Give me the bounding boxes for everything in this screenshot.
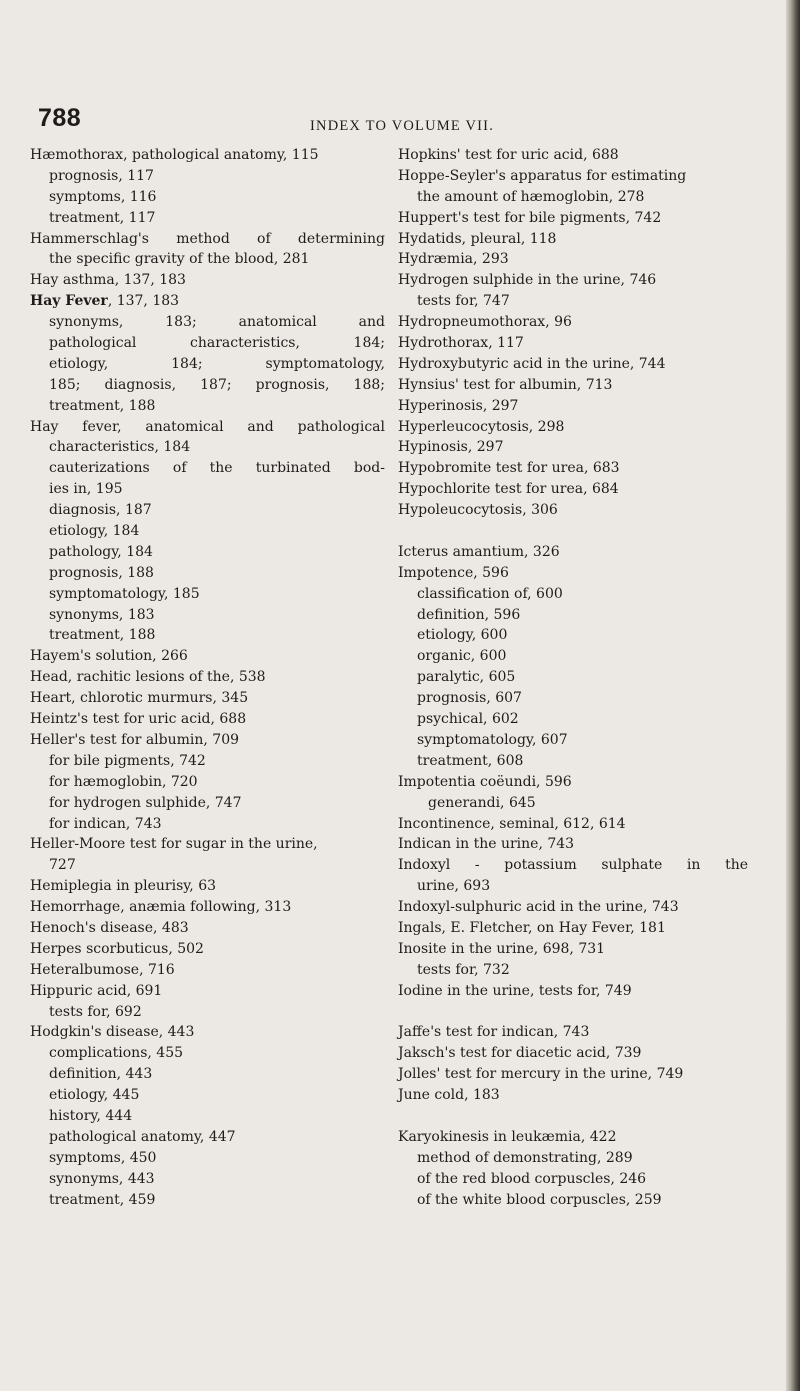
index-subentry: of the red blood corpuscles, 246 xyxy=(417,1170,647,1187)
index-entry: Heteralbumose, 716 xyxy=(30,961,175,978)
index-subentry: the amount of hæmoglobin, 278 xyxy=(417,188,645,205)
index-subentry: tests for, 692 xyxy=(49,1003,142,1020)
index-subentry: complications, 455 xyxy=(49,1045,184,1062)
index-entry: Hynsius' test for albumin, 713 xyxy=(398,376,613,393)
index-subentry: pathological characteristics, 184; xyxy=(49,335,385,352)
index-entry: Hydrogen sulphide in the urine, 746 xyxy=(398,272,657,289)
index-entry: Hemorrhage, anæmia following, 313 xyxy=(30,899,292,916)
index-subentry: for indican, 743 xyxy=(49,815,162,832)
index-entry: Herpes scorbuticus, 502 xyxy=(30,940,204,957)
index-subentry: characteristics, 184 xyxy=(49,439,191,456)
index-entry: Hay fever, anatomical and pathological xyxy=(30,418,385,435)
index-entry: Hydatids, pleural, 118 xyxy=(398,230,557,247)
index-entry: Hydrothorax, 117 xyxy=(398,335,524,352)
index-subentry: prognosis, 117 xyxy=(49,167,154,184)
index-entry: Hypinosis, 297 xyxy=(398,439,504,456)
index-entry: Heart, chlorotic murmurs, 345 xyxy=(30,690,249,707)
index-subentry: urine, 693 xyxy=(417,878,491,895)
index-subentry: treatment, 608 xyxy=(417,752,524,769)
index-entry: Ingals, E. Fletcher, on Hay Fever, 181 xyxy=(398,919,666,936)
index-subentry: etiology, 184 xyxy=(49,523,140,540)
index-subentry: pathology, 184 xyxy=(49,543,153,560)
index-entry: Hoppe-Seyler's apparatus for estimating xyxy=(398,167,687,184)
index-subentry: psychical, 602 xyxy=(417,711,519,728)
entry-heading: Hay Fever xyxy=(30,293,108,310)
index-entry: Hammerschlag's method of determining xyxy=(30,230,385,247)
index-subentry: organic, 600 xyxy=(417,648,507,665)
index-entry: Inosite in the urine, 698, 731 xyxy=(398,940,606,957)
index-entry: Hyperinosis, 297 xyxy=(398,397,519,414)
index-subentry: definition, 443 xyxy=(49,1066,153,1083)
index-entry: Impotence, 596 xyxy=(398,564,509,581)
index-subentry: 185; diagnosis, 187; prognosis, 188; xyxy=(49,376,385,393)
index-subentry: etiology, 445 xyxy=(49,1087,140,1104)
index-subentry: for hæmoglobin, 720 xyxy=(49,773,198,790)
index-entry: Hodgkin's disease, 443 xyxy=(30,1024,195,1041)
index-column-right xyxy=(398,145,748,1210)
index-entry: Incontinence, seminal, 612, 614 xyxy=(398,815,626,832)
index-entry: Icterus amantium, 326 xyxy=(398,543,560,560)
index-entry: Indoxyl-sulphuric acid in the urine, 743 xyxy=(398,899,679,916)
index-entry: Heller-Moore test for sugar in the urine, xyxy=(30,836,318,853)
index-subentry: etiology, 184; symptomatology, xyxy=(49,355,385,372)
index-entry: Iodine in the urine, tests for, 749 xyxy=(398,982,632,999)
index-subentry: for bile pigments, 742 xyxy=(49,752,206,769)
index-subentry: synonyms, 443 xyxy=(49,1170,155,1187)
page-number: 788 xyxy=(38,104,82,132)
index-subentry: prognosis, 607 xyxy=(417,690,522,707)
index-subentry: treatment, 117 xyxy=(49,209,156,226)
index-subentry: symptoms, 450 xyxy=(49,1149,157,1166)
index-entry: Indoxyl - potassium sulphate in the xyxy=(398,857,748,874)
index-subentry: synonyms, 183; anatomical and xyxy=(49,314,385,331)
running-title: INDEX TO VOLUME VII. xyxy=(310,118,495,134)
index-entry: Hæmothorax, pathological anatomy, 115 xyxy=(30,147,319,163)
index-subentry: symptoms, 116 xyxy=(49,188,157,205)
index-subentry: symptomatology, 607 xyxy=(417,731,568,748)
index-entry: Henoch's disease, 483 xyxy=(30,919,189,936)
index-subentry: cauterizations of the turbinated bod- xyxy=(49,460,385,477)
index-entry: Hopkins' test for uric acid, 688 xyxy=(398,147,619,163)
index-subentry: diagnosis, 187 xyxy=(49,502,152,519)
index-subentry: pathological anatomy, 447 xyxy=(49,1128,236,1145)
section-gap xyxy=(398,521,748,542)
index-subentry: paralytic, 605 xyxy=(417,669,516,686)
index-subentry: definition, 596 xyxy=(417,606,521,623)
index-entry: Hay Fever, 137, 183 xyxy=(30,293,180,310)
index-entry: Hypochlorite test for urea, 684 xyxy=(398,481,619,498)
index-subentry: for hydrogen sulphide, 747 xyxy=(49,794,242,811)
index-subentry: prognosis, 188 xyxy=(49,564,154,581)
index-entry: Jaffe's test for indican, 743 xyxy=(398,1024,590,1041)
index-subentry: classification of, 600 xyxy=(417,585,563,602)
index-subentry: tests for, 732 xyxy=(417,961,510,978)
index-entry: Hydroxybutyric acid in the urine, 744 xyxy=(398,355,666,372)
index-subentry: synonyms, 183 xyxy=(49,606,155,623)
index-subentry: treatment, 188 xyxy=(49,397,156,414)
index-entry: Jolles' test for mercury in the urine, 749 xyxy=(398,1066,684,1083)
index-subentry: treatment, 459 xyxy=(49,1191,156,1208)
index-entry: Hippuric acid, 691 xyxy=(30,982,163,999)
index-entry: Hyperleucocytosis, 298 xyxy=(398,418,565,435)
index-entry: Indican in the urine, 743 xyxy=(398,836,575,853)
index-subentry: treatment, 188 xyxy=(49,627,156,644)
index-subentry: 727 xyxy=(49,857,76,874)
index-subentry: the specific gravity of the blood, 281 xyxy=(49,251,310,268)
index-entry: Hydropneumothorax, 96 xyxy=(398,314,572,331)
index-entry: Huppert's test for bile pigments, 742 xyxy=(398,209,662,226)
index-subentry: tests for, 747 xyxy=(417,293,510,310)
index-entry: Jaksch's test for diacetic acid, 739 xyxy=(398,1045,642,1062)
index-subentry: etiology, 600 xyxy=(417,627,508,644)
index-subentry: of the white blood corpuscles, 259 xyxy=(417,1191,662,1208)
index-entry: Hayem's solution, 266 xyxy=(30,648,188,665)
index-subentry: symptomatology, 185 xyxy=(49,585,200,602)
section-gap xyxy=(398,1106,748,1127)
index-subentry: generandi, 645 xyxy=(428,794,536,811)
section-gap xyxy=(398,1002,748,1023)
index-entry: Hemiplegia in pleurisy, 63 xyxy=(30,878,217,895)
index-entry: Hay asthma, 137, 183 xyxy=(30,272,186,289)
index-entry: Heller's test for albumin, 709 xyxy=(30,731,240,748)
index-entry: June cold, 183 xyxy=(398,1087,500,1104)
index-subentry: method of demonstrating, 289 xyxy=(417,1149,633,1166)
index-subentry: history, 444 xyxy=(49,1107,133,1124)
index-entry: Heintz's test for uric acid, 688 xyxy=(30,711,247,728)
index-entry: Head, rachitic lesions of the, 538 xyxy=(30,669,266,686)
page-edge-shadow xyxy=(786,0,800,1391)
index-entry: Hypoleucocytosis, 306 xyxy=(398,502,558,519)
index-entry: Impotentia coëundi, 596 xyxy=(398,773,572,790)
index-entry: Hypobromite test for urea, 683 xyxy=(398,460,620,477)
index-entry: Hydræmia, 293 xyxy=(398,251,509,268)
index-entry: Karyokinesis in leukæmia, 422 xyxy=(398,1128,617,1145)
index-column-left xyxy=(30,145,385,1210)
index-subentry: ies in, 195 xyxy=(49,481,123,498)
